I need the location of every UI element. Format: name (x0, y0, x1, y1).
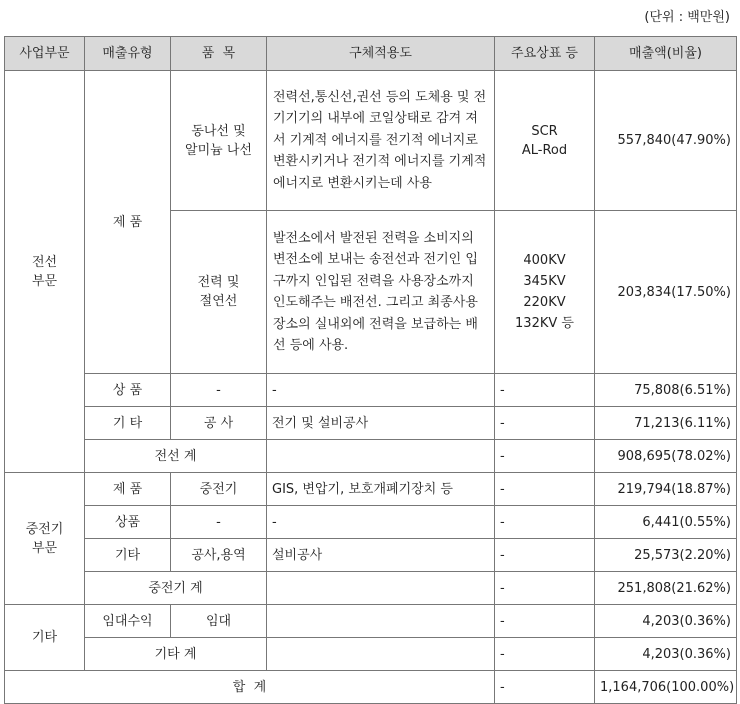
division-cell: 중전기 부문 (5, 473, 85, 605)
table-row (5, 374, 737, 407)
amount-cell: 6,441(0.55%) (595, 506, 737, 539)
subtotal-row (5, 572, 737, 605)
empty-cell (267, 440, 495, 473)
subtotal-label: 기타 계 (85, 638, 267, 671)
usage-cell: 발전소에서 발전된 전력을 소비지의 변전소에 보내는 송전선과 전기인 입구까지 인입된 전력을 사용장소까지 인도해주는 배전선. 그리고 최종사용 장소의 실내외에 전력을 보급하는 배선 등에 사용. (267, 211, 495, 374)
table-row (5, 506, 737, 539)
unit-label: (단위 : 백만원) (644, 10, 730, 25)
sales-type-cell: 제 품 (85, 473, 171, 506)
brand-cell: - (495, 473, 595, 506)
brand-cell: - (495, 407, 595, 440)
subtotal-label: 전선 계 (85, 440, 267, 473)
amount-cell: 557,840(47.90%) (595, 71, 737, 211)
brand-cell: - (495, 671, 595, 704)
usage-cell: - (267, 374, 495, 407)
empty-cell (267, 605, 495, 638)
brand-cell: 400KV 345KV 220KV 132KV 등 (495, 211, 595, 374)
amount-cell: 219,794(18.87%) (595, 473, 737, 506)
sales-type-cell: 임대수익 (85, 605, 171, 638)
brand-cell: - (495, 638, 595, 671)
usage-cell: - (267, 506, 495, 539)
amount-cell: 908,695(78.02%) (595, 440, 737, 473)
item-cell: 임대 (171, 605, 267, 638)
header-item: 품 목 (171, 37, 267, 71)
subtotal-row (5, 440, 737, 473)
amount-cell: 1,164,706(100.00%) (595, 671, 737, 704)
header-sales-type: 매출유형 (85, 37, 171, 71)
brand-cell: - (495, 605, 595, 638)
brand-cell: - (495, 572, 595, 605)
header-row (5, 37, 737, 71)
amount-cell: 25,573(2.20%) (595, 539, 737, 572)
table-row (5, 473, 737, 506)
brand-cell: SCR AL-Rod (495, 71, 595, 211)
brand-cell: - (495, 440, 595, 473)
amount-cell: 4,203(0.36%) (595, 605, 737, 638)
header-division: 사업부문 (5, 37, 85, 71)
item-cell: 공사,용역 (171, 539, 267, 572)
item-cell: 전력 및 절연선 (171, 211, 267, 374)
total-label: 합 계 (5, 671, 495, 704)
sales-type-cell: 제 품 (85, 71, 171, 374)
table-row (5, 539, 737, 572)
division-cell: 기타 (5, 605, 85, 671)
total-row (5, 671, 737, 704)
empty-cell (267, 638, 495, 671)
sales-type-cell: 기 타 (85, 407, 171, 440)
subtotal-label: 중전기 계 (85, 572, 267, 605)
item-cell: 중전기 (171, 473, 267, 506)
sales-type-cell: 기타 (85, 539, 171, 572)
header-brand: 주요상표 등 (495, 37, 595, 71)
table-row (5, 407, 737, 440)
amount-cell: 71,213(6.11%) (595, 407, 737, 440)
division-cell: 전선 부문 (5, 71, 85, 473)
amount-cell: 75,808(6.51%) (595, 374, 737, 407)
amount-cell: 4,203(0.36%) (595, 638, 737, 671)
amount-cell: 203,834(17.50%) (595, 211, 737, 374)
item-cell: - (171, 506, 267, 539)
table-row (5, 605, 737, 638)
brand-cell: - (495, 506, 595, 539)
item-cell: 동나선 및 알미늄 나선 (171, 71, 267, 211)
amount-cell: 251,808(21.62%) (595, 572, 737, 605)
table-row (5, 71, 737, 211)
usage-cell: GIS, 변압기, 보호개폐기장치 등 (267, 473, 495, 506)
item-cell: 공 사 (171, 407, 267, 440)
usage-cell: 전기 및 설비공사 (267, 407, 495, 440)
brand-cell: - (495, 374, 595, 407)
sales-type-cell: 상품 (85, 506, 171, 539)
subtotal-row (5, 638, 737, 671)
brand-cell: - (495, 539, 595, 572)
header-amount: 매출액(비율) (595, 37, 737, 71)
header-usage: 구체적용도 (267, 37, 495, 71)
item-cell: - (171, 374, 267, 407)
usage-cell: 전력선,통신선,권선 등의 도체용 및 전기기기의 내부에 코일상태로 감겨 져서 기계적 에너지를 전기적 에너지로 변환시키거나 전기적 에너지를 기계적 에너지로 변환시키는데 사용 (267, 71, 495, 211)
sales-table (4, 36, 737, 704)
usage-cell: 설비공사 (267, 539, 495, 572)
sales-type-cell: 상 품 (85, 374, 171, 407)
empty-cell (267, 572, 495, 605)
